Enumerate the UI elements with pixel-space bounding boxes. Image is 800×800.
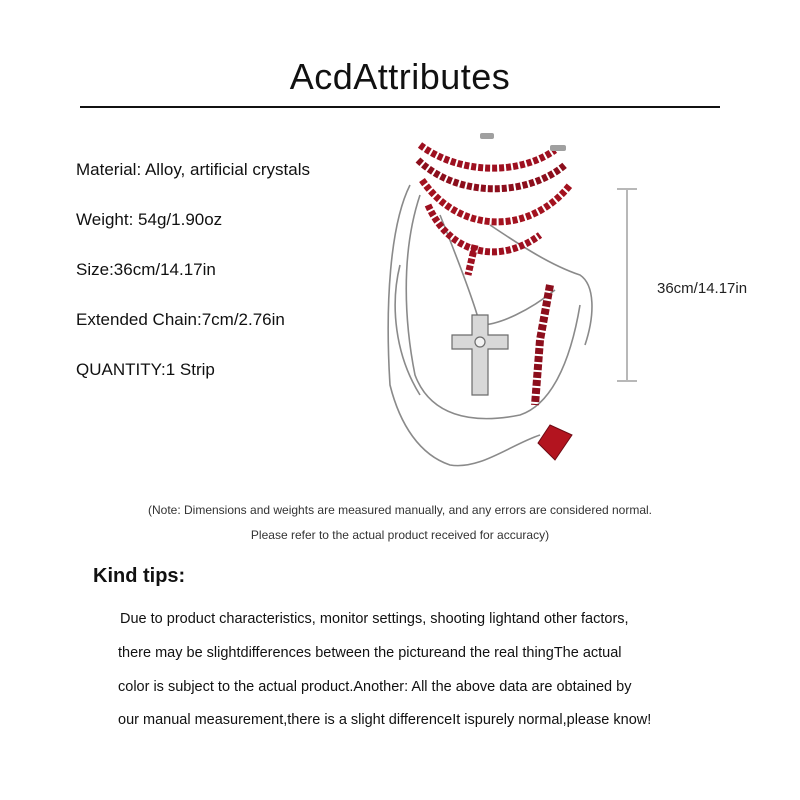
crystal-strands — [418, 145, 572, 460]
note-line-1: (Note: Dimensions and weights are measured manually, and any errors are considered normal. — [147, 503, 653, 517]
tip-line-4: our manual measurement,there is a slight differenceIt ispurely normal,please know! — [118, 712, 652, 728]
page-title: AcdAttributes — [289, 56, 511, 97]
tip-line-3: color is subject to the actual product.Another: All the above data are obtained by — [118, 679, 632, 695]
tip-line-2: there may be slightdifferences between the pictureand the real thingThe actual — [118, 645, 622, 661]
title-divider — [80, 106, 720, 108]
silver-chains — [388, 185, 592, 466]
necklace-product-image — [380, 125, 610, 485]
dimension-label: 36cm/14.17in — [657, 280, 748, 297]
kind-tips-heading: Kind tips: — [93, 565, 186, 587]
spec-extended-chain: Extended Chain:7cm/2.76in — [76, 310, 285, 329]
spec-quantity: QUANTITY:1 Strip — [76, 360, 215, 379]
tip-line-1: Due to product characteristics, monitor settings, shooting lightand other factors, — [120, 611, 629, 627]
spec-material: Material: Alloy, artificial crystals — [76, 160, 310, 179]
cross-pendant — [452, 315, 508, 395]
spec-weight: Weight: 54g/1.90oz — [76, 210, 223, 229]
note-line-2: Please refer to the actual product received for accuracy) — [250, 528, 550, 542]
dimension-indicator — [612, 185, 642, 385]
spec-size: Size:36cm/14.17in — [76, 260, 216, 279]
clasp — [480, 133, 566, 151]
